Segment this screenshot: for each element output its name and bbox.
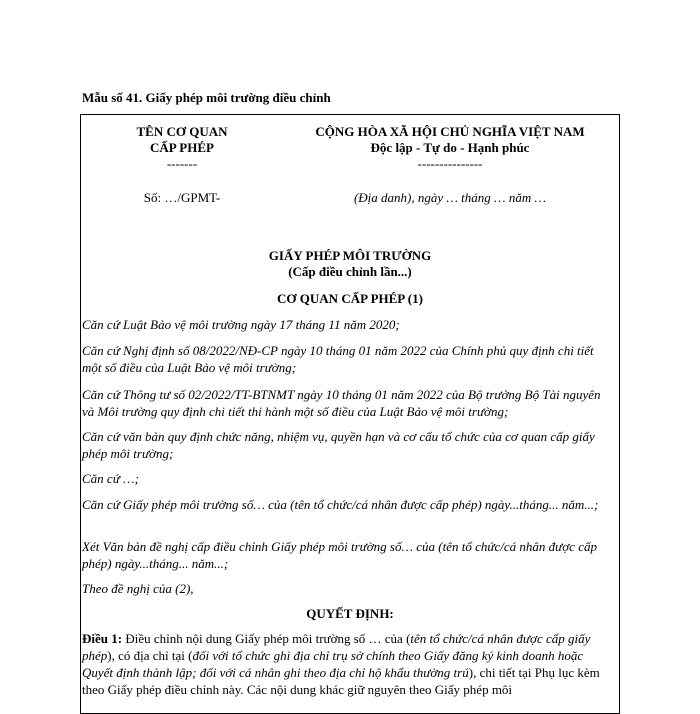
issuing-authority-heading: CƠ QUAN CẤP PHÉP (1) [277,291,423,306]
place-date: (Địa danh), ngày … tháng … năm … [353,190,547,205]
legal-basis-6: Căn cứ Giấy phép môi trường số… của (tên tổ chức/cá nhân được cấp phép) ngày...tháng... năm...; [82,497,599,512]
legal-basis-1: Căn cứ Luật Bảo vệ môi trường ngày 17 tháng 11 năm 2020; [82,317,400,332]
document-number: Số: …/GPMT- [143,190,221,205]
national-motto: Độc lập - Tự do - Hạnh phúc [370,140,530,155]
proposal-paragraph: Theo đề nghị của (2), [82,581,194,596]
consideration-paragraph: Xét Văn bản đề nghị cấp điều chỉnh Giấy phép môi trường số… của (tên tổ chức/cá nhân được cấp phép) ngày...tháng... năm...; [82,539,597,571]
motto-divider: --------------- [417,156,483,171]
article-1-text-3: ), chi tiết tại Phụ lục kèm theo Giấy phép điều chỉnh này. Các nội dung khác giữ nguyên theo Giấy phép môi [82,665,600,697]
article-1-label: Điều 1: [82,631,123,646]
legal-basis-3: Căn cứ Thông tư số 02/2022/TT-BTNMT ngày 10 tháng 01 năm 2022 của Bộ trưởng Bộ Tài nguyên và Môi trường quy định chi tiết thi hành một số điều của Luật Bảo vệ môi trường; [82,387,601,419]
agency-name-line2: CẤP PHÉP [150,140,214,155]
article-1 [82,630,612,698]
form-number-title: Mẫu số 41. Giấy phép môi trường điều chỉnh [82,90,331,105]
article-1-text-2: ), có địa chỉ tại ( [107,648,193,663]
legal-basis-5: Căn cứ …; [82,471,139,486]
permit-subtitle: (Cấp điều chỉnh lần...) [288,264,412,279]
agency-divider: ------- [166,156,198,171]
decision-heading: QUYẾT ĐỊNH: [306,606,394,621]
article-1-italic-1: tên tổ chức/cá nhân được cấp giấy phép [82,631,591,663]
article-1-text-1: Điều chỉnh nội dung Giấy phép môi trường số … của ( [122,631,411,646]
article-1-italic-2: đối với tổ chức ghi địa chỉ trụ sở chính theo Giấy đăng ký kinh doanh hoặc Quyết định thành lập; đối với cá nhân ghi theo địa chỉ hộ khẩu thường trú [82,648,584,680]
legal-basis-2: Căn cứ Nghị định số 08/2022/NĐ-CP ngày 10 tháng 01 năm 2022 của Chính phủ quy định chi tiết một số điều của Luật Bảo vệ môi trường; [82,343,594,375]
legal-basis-4: Căn cứ văn bản quy định chức năng, nhiệm vụ, quyền hạn và cơ cấu tổ chức của cơ quan cấp giấy phép môi trường; [82,429,595,461]
republic-name: CỘNG HÒA XÃ HỘI CHỦ NGHĨA VIỆT NAM [315,124,585,139]
agency-name-line1: TÊN CƠ QUAN [136,124,228,139]
permit-title: GIẤY PHÉP MÔI TRƯỜNG [268,248,432,263]
